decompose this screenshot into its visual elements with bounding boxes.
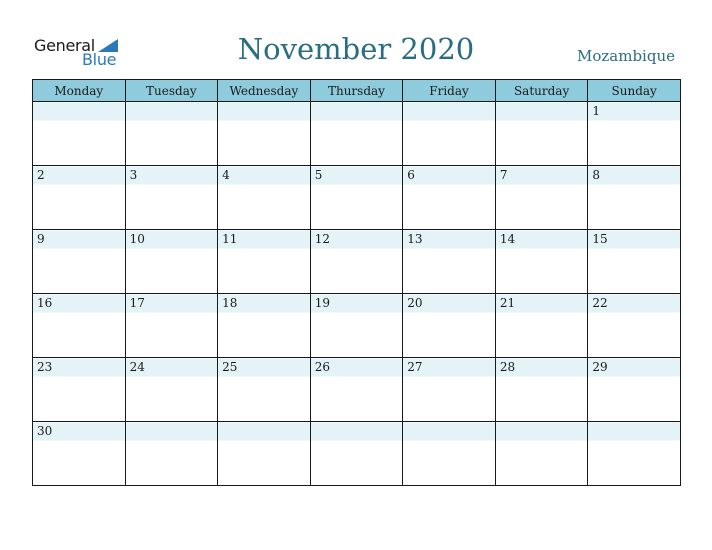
day-cell [495,102,588,166]
day-cell [588,358,681,422]
weekday-wednesday: Wednesday [218,80,311,102]
day-cell [125,358,218,422]
day-cell [495,358,588,422]
day-number [311,102,403,103]
day-number: 10 [129,232,145,246]
day-cell [403,102,496,166]
day-number [33,102,125,103]
day-cell [495,422,588,486]
day-number [496,102,588,103]
weekday-monday: Monday [33,80,126,102]
day-cell [33,166,126,230]
day-cell [588,422,681,486]
day-cell [125,102,218,166]
day-cell [125,294,218,358]
weekday-saturday: Saturday [495,80,588,102]
day-cell [495,230,588,294]
day-number: 7 [499,168,508,182]
day-number: 20 [407,296,423,310]
day-cell [310,422,403,486]
week-row [33,230,681,294]
day-number [218,422,310,423]
weekday-header-row [33,80,681,102]
day-number [218,102,310,103]
weekday-thursday: Thursday [310,80,403,102]
day-cell [403,294,496,358]
day-cell [403,230,496,294]
day-number [496,422,588,423]
day-cell [33,294,126,358]
week-row [33,294,681,358]
day-number: 21 [499,296,516,310]
weekday-friday: Friday [403,80,496,102]
day-number [311,422,403,423]
calendar-grid [32,79,681,486]
day-number: 27 [407,360,423,374]
day-cell [403,422,496,486]
day-cell [588,102,681,166]
day-number: 13 [407,232,423,246]
day-cell [125,166,218,230]
day-cell [218,294,311,358]
day-number: 14 [499,232,516,246]
day-number: 17 [129,296,145,310]
weekday-sunday: Sunday [588,80,681,102]
logo-text-general: General [34,36,95,55]
day-number: 11 [222,232,238,246]
day-cell [403,358,496,422]
day-number: 4 [222,168,230,182]
day-cell [310,166,403,230]
day-cell [33,422,126,486]
day-number: 1 [592,104,601,118]
day-cell [218,102,311,166]
day-cell [588,230,681,294]
day-number: 29 [592,360,608,374]
day-cell [588,166,681,230]
day-number: 19 [314,296,330,310]
day-number: 24 [129,360,145,374]
day-number: 8 [592,168,601,182]
day-cell [125,230,218,294]
day-cell [310,358,403,422]
day-cell [33,230,126,294]
day-cell [310,102,403,166]
week-row [33,166,681,230]
day-number [126,102,218,103]
day-number: 18 [222,296,238,310]
day-number: 6 [407,168,415,182]
day-cell [125,422,218,486]
day-number: 12 [314,232,330,246]
country-label: Mozambique [577,47,675,65]
day-cell [218,166,311,230]
day-number [126,422,218,423]
day-cell [218,422,311,486]
week-row [33,358,681,422]
day-cell [310,294,403,358]
day-number: 23 [37,360,53,374]
day-number: 22 [592,296,608,310]
day-number [588,422,680,423]
day-cell [495,166,588,230]
day-number: 3 [129,168,138,182]
day-cell [218,230,311,294]
day-number: 30 [37,424,53,438]
day-number: 2 [37,168,45,182]
day-number: 28 [499,360,516,374]
day-cell [33,358,126,422]
calendar-title: November 2020 [237,32,475,66]
weekday-tuesday: Tuesday [125,80,218,102]
week-row [33,102,681,166]
day-cell [310,230,403,294]
day-number: 26 [314,360,330,374]
day-number [403,422,495,423]
day-cell [218,358,311,422]
day-number: 16 [37,296,53,310]
day-cell [33,102,126,166]
day-number: 25 [222,360,238,374]
week-row [33,422,681,486]
day-cell [495,294,588,358]
day-number: 9 [37,232,45,246]
day-cell [403,166,496,230]
day-cell [588,294,681,358]
day-number: 5 [314,168,323,182]
day-number [403,102,495,103]
logo-text-blue: Blue [82,50,117,69]
day-number: 15 [592,232,608,246]
